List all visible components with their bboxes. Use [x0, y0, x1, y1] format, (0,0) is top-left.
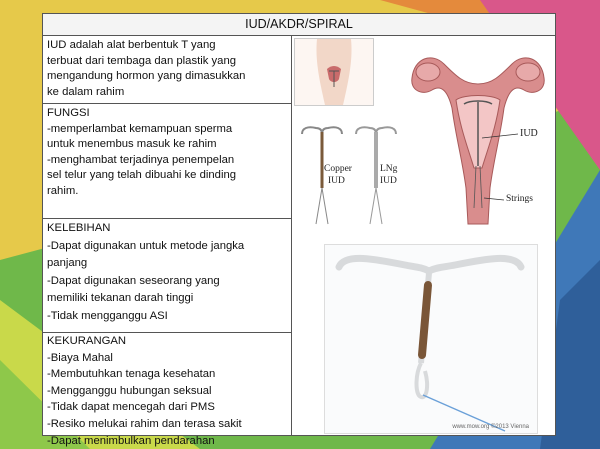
fungsi-line: rahim. — [47, 184, 79, 197]
kekurangan-line: -Mengganggu hubungan seksual — [47, 384, 212, 397]
fungsi-heading: FUNGSI — [47, 107, 90, 119]
sheet-title: IUD/AKDR/SPIRAL — [43, 14, 555, 36]
iud-photo — [324, 244, 538, 434]
kekurangan-line: -Dapat menimbulkan pendarahan — [47, 434, 215, 447]
kelebihan-line: memiliki tekanan darah tinggi — [47, 292, 194, 305]
fungsi-cell — [43, 104, 291, 219]
definition-line: ke dalam rahim — [47, 85, 125, 98]
definition-line: mengandung hormon yang dimasukkan — [47, 70, 246, 83]
uterus-label-iud: IUD — [520, 128, 538, 139]
definition-line: terbuat dari tembaga dan plastik yang — [47, 54, 237, 67]
fungsi-line: untuk menembus masuk ke rahim — [47, 138, 217, 151]
definition-line: IUD adalah alat berbentuk T yang — [47, 39, 216, 51]
iud-types-illustration — [294, 116, 404, 226]
illustration-area — [292, 36, 555, 435]
photo-credit: www.mow.org ©2013 Vienna — [452, 424, 529, 430]
kelebihan-line: panjang — [47, 257, 88, 270]
kekurangan-line: -Membutuhkan tenaga kesehatan — [47, 368, 216, 381]
kekurangan-heading: KEKURANGAN — [47, 335, 127, 347]
fungsi-line: -menghambat terjadinya penempelan — [47, 153, 235, 166]
lng-label: LNg — [380, 164, 398, 174]
copper-label-iud: IUD — [328, 176, 345, 186]
uterus-label-strings: Strings — [506, 194, 533, 204]
kekurangan-line: -Tidak dapat mencegah dari PMS — [47, 401, 215, 414]
info-sheet — [42, 13, 556, 447]
copper-label: Copper — [324, 164, 352, 174]
uterus-illustration — [404, 38, 552, 226]
lng-label-iud: IUD — [380, 176, 397, 186]
body-illustration — [294, 38, 374, 106]
kelebihan-cell — [43, 219, 291, 333]
kelebihan-line: -Dapat digunakan seseorang yang — [47, 274, 220, 287]
text-column — [43, 36, 292, 447]
kekurangan-cell — [43, 333, 291, 447]
kekurangan-line: -Resiko melukai rahim dan terasa sakit — [47, 417, 242, 430]
definition-cell — [43, 36, 291, 104]
fungsi-line: sel telur yang telah dibuahi ke dinding — [47, 169, 237, 182]
kelebihan-line: -Dapat digunakan untuk metode jangka — [47, 239, 245, 252]
kelebihan-line: -Tidak mengganggu ASI — [47, 309, 168, 322]
kelebihan-heading: KELEBIHAN — [47, 222, 111, 234]
kekurangan-line: -Biaya Mahal — [47, 351, 113, 364]
fungsi-line: -memperlambat kemampuan sperma — [47, 122, 233, 135]
